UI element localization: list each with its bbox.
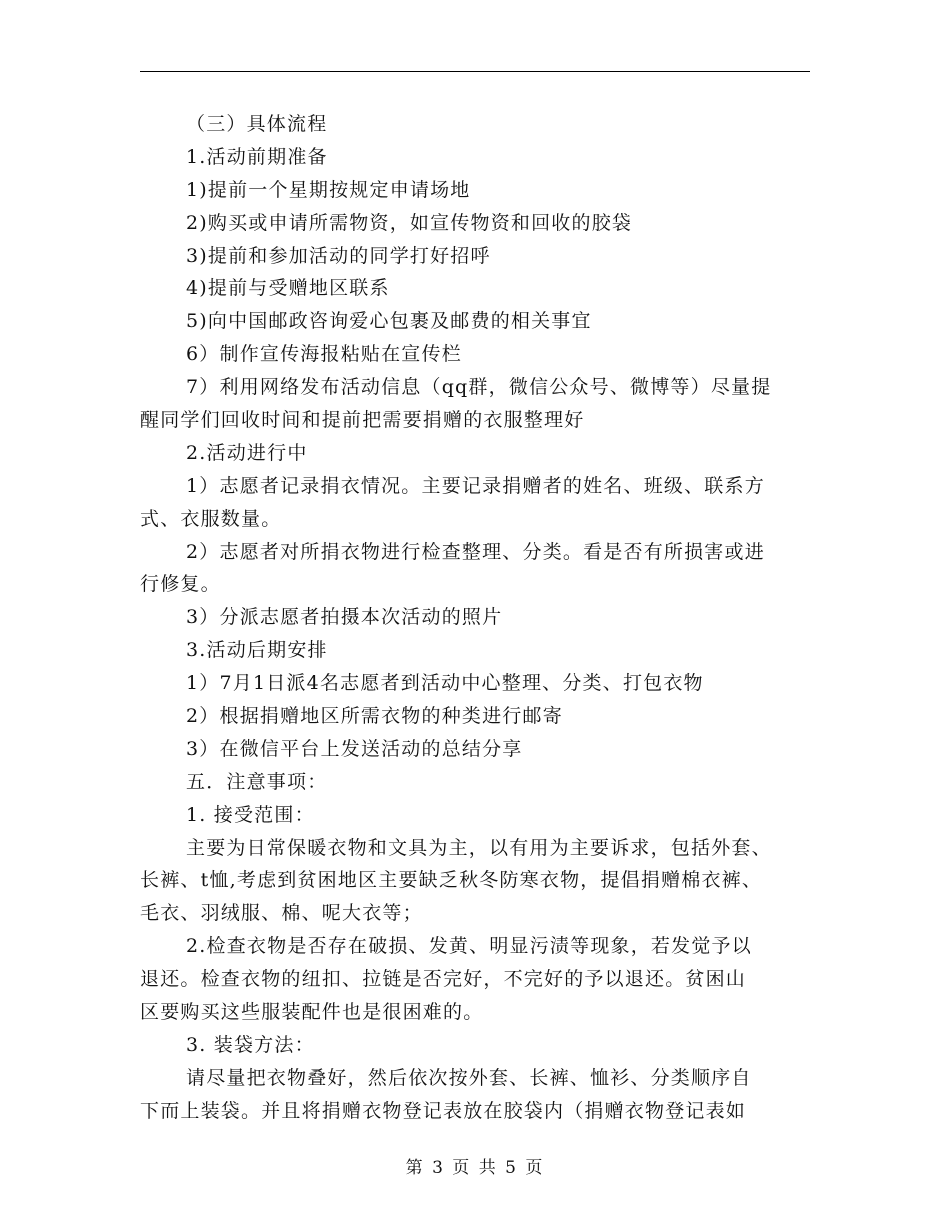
header-rule: [140, 71, 810, 72]
text-line: 请尽量把衣物叠好，然后依次按外套、长裤、恤衫、分类顺序自: [186, 1066, 752, 1089]
text-line: 2.检查衣物是否存在破损、发黄、明显污渍等现象，若发觉予以: [186, 935, 752, 958]
text-line: 1.活动前期准备: [186, 145, 328, 168]
text-line: 行修复。: [140, 573, 221, 596]
page-number: 第 3 页 共 5 页: [405, 1158, 545, 1178]
text-line: 退还。检查衣物的纽扣、拉链是否完好，不完好的予以退还。贫困山: [140, 968, 747, 991]
text-line: （三）具体流程: [186, 113, 328, 135]
text-line: 毛衣、羽绒服、棉、呢大衣等；: [140, 902, 423, 925]
text-line: 2.活动进行中: [186, 441, 308, 464]
text-line: 五．注意事项：: [186, 770, 328, 793]
text-line: 式、衣服数量。: [140, 507, 282, 530]
text-line: 3.活动后期安排: [186, 639, 328, 662]
document-body: [140, 108, 810, 1128]
text-line: 1）志愿者记录捐衣情况。主要记录捐赠者的姓名、班级、联系方: [186, 474, 765, 497]
text-line: 3. 装袋方法：: [186, 1033, 315, 1056]
text-line: 2）根据捐赠地区所需衣物的种类进行邮寄: [186, 705, 563, 728]
text-line: 3)提前和参加活动的同学打好招呼: [186, 244, 491, 267]
text-line: 下而上装袋。并且将捐赠衣物登记表放在胶袋内（捐赠衣物登记表如: [140, 1099, 747, 1122]
text-line: 2)购买或申请所需物资，如宣传物资和回收的胶袋: [186, 211, 633, 234]
text-line: 1）7月1日派4名志愿者到活动中心整理、分类、打包衣物: [186, 672, 704, 695]
text-line: 3）在微信平台上发送活动的总结分享: [186, 737, 523, 760]
text-line: 5)向中国邮政咨询爱心包裹及邮费的相关事宜: [186, 310, 592, 333]
text-line: 长裤、t恤,考虑到贫困地区主要缺乏秋冬防寒衣物，提倡捐赠棉衣裤、: [140, 869, 763, 892]
text-line: 6）制作宣传海报粘贴在宣传栏: [186, 343, 462, 366]
text-line: 区要购买这些服装配件也是很困难的。: [140, 1001, 484, 1024]
text-line: 主要为日常保暖衣物和文具为主，以有用为主要诉求，包括外套、: [186, 836, 772, 859]
text-line: 1. 接受范围：: [186, 803, 315, 826]
text-line: 3）分派志愿者拍摄本次活动的照片: [186, 606, 503, 629]
text-line: 2）志愿者对所捐衣物进行检查整理、分类。看是否有所损害或进: [186, 540, 765, 563]
text-line: 醒同学们回收时间和提前把需要捐赠的衣服整理好: [140, 409, 585, 432]
text-line: 7）利用网络发布活动信息（qq群，微信公众号、微博等）尽量提: [186, 376, 772, 399]
text-line: 1)提前一个星期按规定申请场地: [186, 178, 471, 201]
text-line: 4)提前与受赠地区联系: [186, 277, 390, 300]
